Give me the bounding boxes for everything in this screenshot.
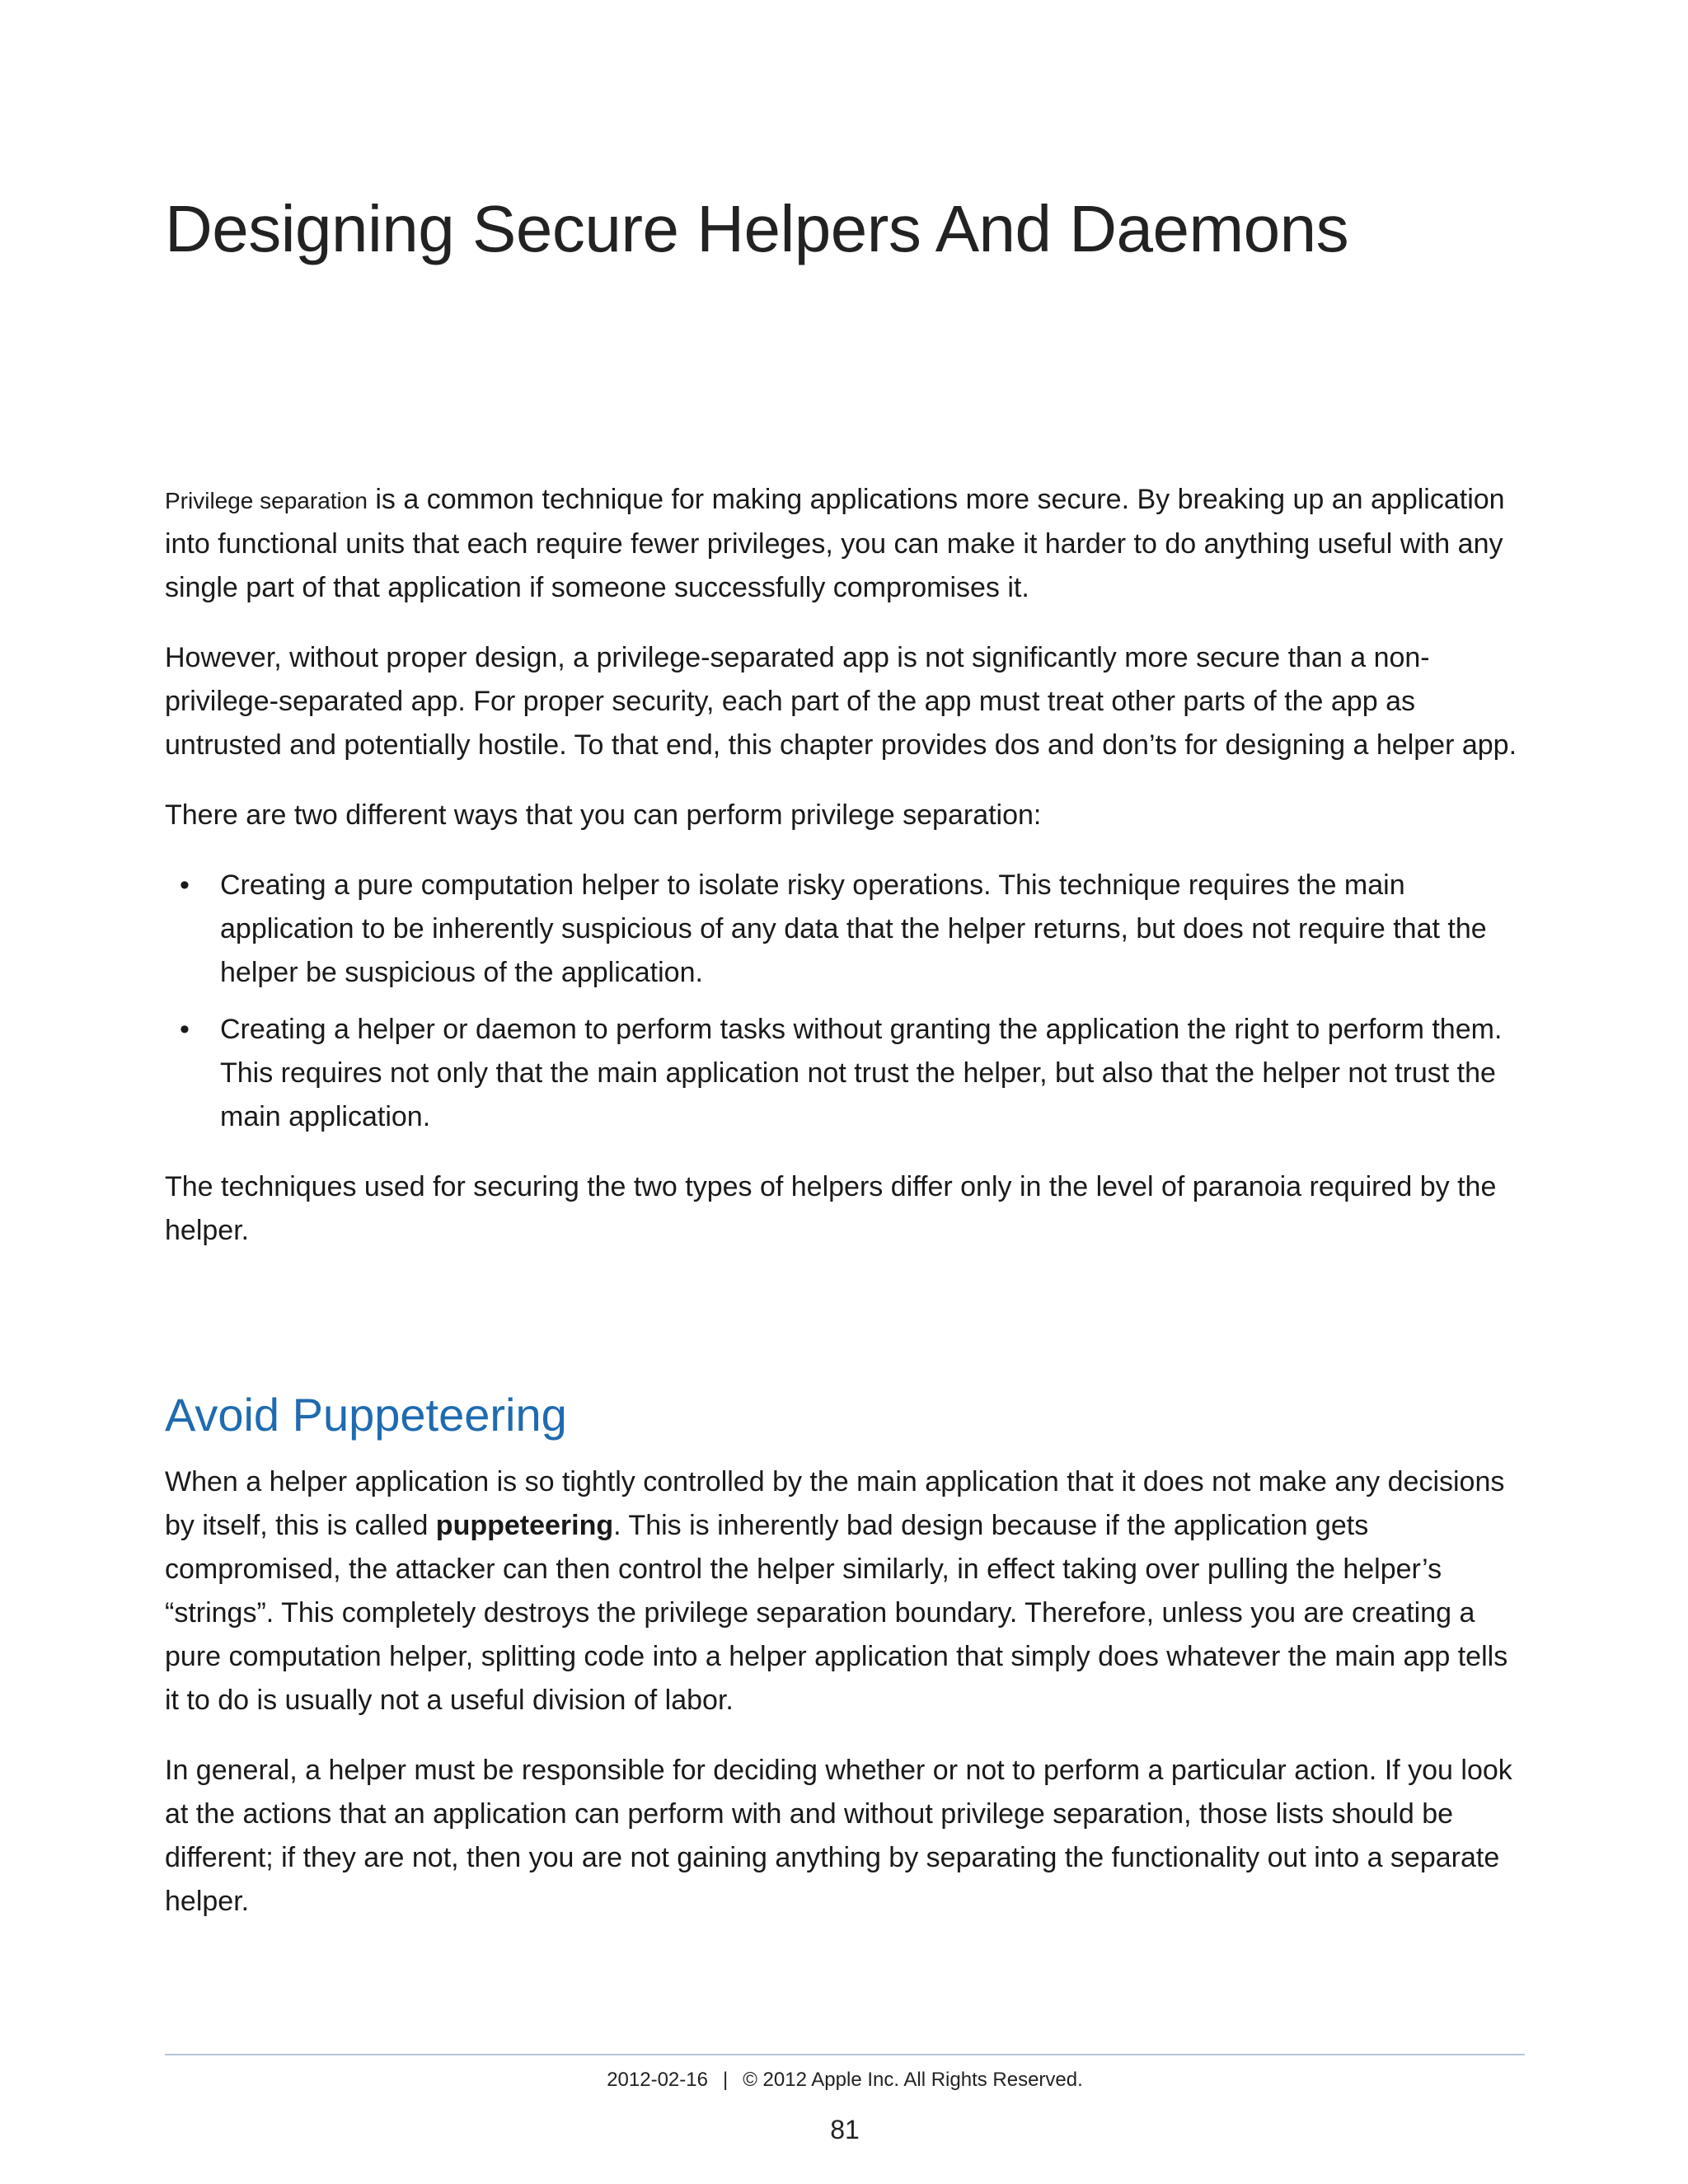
- intro-paragraph-2: However, without proper design, a privilege-separated app is not significantly more secure than a non-privilege-separated app. For proper security, each part of the app must treat other parts of the app as untrusted and potentially hostile. To that end, this chapter provides dos and don’ts for designing a helper app.: [165, 642, 1517, 761]
- footer-copyright: © 2012 Apple Inc. All Rights Reserved.: [743, 2069, 1083, 2091]
- section-body: [165, 1460, 1525, 1950]
- term-puppeteering: puppeteering: [435, 1510, 614, 1541]
- intro-paragraph-1: [165, 478, 1525, 610]
- bullet-list: [165, 864, 1525, 1139]
- document-page: [165, 0, 1525, 2184]
- intro-paragraph-1-text: is a common technique for making applications more secure. By breaking up an application into functional units that each require fewer privileges, you can make it harder to do anything useful with any single part of that application if someone successfully compromises it.: [165, 484, 1505, 603]
- section-paragraph-1: [165, 1460, 1525, 1722]
- bullet-item-text: Creating a pure computation helper to isolate risky operations. This technique requires the main application to be inherently suspicious of any data that the helper returns, but does not require that the helper be suspicious of the application.: [220, 869, 1487, 988]
- term-privilege-separation: Privilege separation: [165, 488, 368, 513]
- bullet-icon: •: [180, 1014, 190, 1045]
- section-heading: Avoid Puppeteering: [165, 1389, 567, 1441]
- page-number: 81: [830, 2115, 860, 2144]
- footer: [165, 2069, 1525, 2092]
- footer-divider: [165, 2054, 1525, 2055]
- section-paragraph-1-text-b: . This is inherently bad design because if the application gets compromised, the attacker can then control the helper similarly, in effect taking over pulling the helper’s “strings”. This completely destroys the privilege separation boundary. Therefore, unless you are creating a pure computation helper, splitting code into a helper application that simply does whatever the main app tells it to do is usually not a useful division of labor.: [165, 1510, 1508, 1716]
- intro-section: [165, 478, 1525, 1279]
- bullet-icon: •: [180, 869, 190, 901]
- intro-paragraph-4: The techniques used for securing the two types of helpers differ only in the level of paranoia required by the helper.: [165, 1171, 1497, 1246]
- section-paragraph-2: In general, a helper must be responsible for deciding whether or not to perform a particular action. If you look at the actions that an application can perform with and without privilege separation, those lists should be different; if they are not, then you are not gaining anything by separating the functionality out into a separate helper.: [165, 1755, 1512, 1917]
- bullet-item: [165, 864, 1525, 995]
- bullet-item: [165, 1008, 1525, 1139]
- bullet-item-text: Creating a helper or daemon to perform tasks without granting the application the right to perform them. This requires not only that the main application not trust the helper, but also that the helper not trust the main application.: [220, 1014, 1503, 1132]
- footer-date: 2012-02-16: [607, 2069, 708, 2091]
- chapter-title: Designing Secure Helpers And Daemons: [165, 192, 1349, 265]
- intro-paragraph-3: There are two different ways that you can perform privilege separation:: [165, 799, 1042, 831]
- footer-separator: |: [722, 2069, 729, 2091]
- section-paragraph-1-text-a: When a helper application is so tightly controlled by the main application that it does not make any decisions by itself, this is called: [165, 1466, 1505, 1541]
